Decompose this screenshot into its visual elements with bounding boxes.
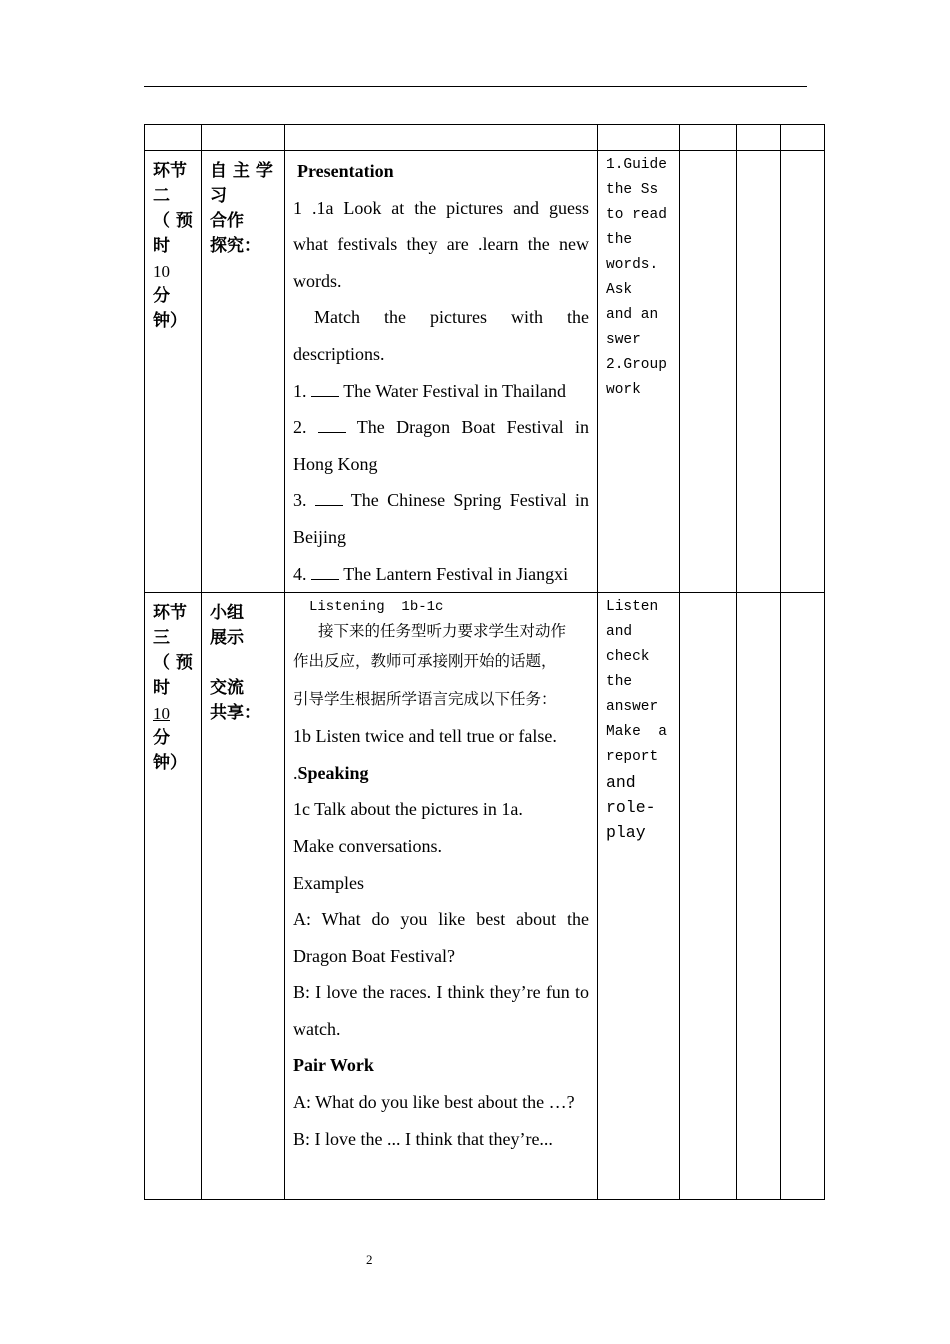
stage-line: 时 [153, 678, 170, 699]
section-title: Presentation [297, 161, 394, 181]
note-line: the Ss [606, 182, 659, 198]
empty-cell [680, 151, 737, 593]
example-line: A: What do you like best about the Dragon Boat Festival? [293, 909, 589, 966]
method-line: 习 [210, 186, 227, 206]
method-cell [202, 151, 285, 593]
stage-line: （ 预 [153, 653, 193, 674]
stage-line: 10 [153, 704, 170, 724]
method-line: 探究： [210, 236, 261, 256]
empty-cell [680, 593, 737, 1200]
empty-cell [145, 125, 202, 151]
note-line: the [606, 232, 633, 248]
answer-blank [311, 396, 339, 397]
answer-blank [311, 579, 339, 580]
examples-heading: Examples [293, 872, 364, 893]
table-row-stage-3 [145, 593, 825, 1200]
example-line: B: I love the races. I think they’re fun to watch. [293, 982, 589, 1039]
note-line: and [606, 624, 633, 641]
empty-cell [781, 125, 825, 151]
note-line: answer [606, 699, 659, 716]
pair-work-line: B: I love the ... I think that they’re... [293, 1128, 553, 1149]
stage-line: 时 [153, 236, 170, 256]
method-line: 自 主 学 [210, 161, 273, 181]
empty-cell [737, 125, 781, 151]
method-line: 交流 [210, 678, 244, 699]
table-row-stage-2 [145, 151, 825, 593]
empty-cell [781, 593, 825, 1200]
note-line: Ask [606, 282, 633, 298]
stage-cell [145, 593, 202, 1200]
festival-item: 4. The Lantern Festival in Jiangxi [293, 563, 569, 584]
note-line: role- [606, 798, 656, 818]
stage-cell [145, 151, 202, 593]
note-line: play [606, 823, 646, 843]
empty-cell [285, 125, 598, 151]
listening-heading: Listening 1b-1c [309, 599, 444, 616]
page-number: 2 [366, 1252, 373, 1267]
task-1c: 1c Talk about the pictures in 1a. [293, 799, 523, 820]
note-line: the [606, 674, 633, 691]
note-line: and [606, 773, 636, 793]
stage-line: 二 [153, 186, 170, 206]
empty-cell [737, 151, 781, 593]
answer-blank [318, 432, 346, 433]
festival-item: 3. The Chinese Spring Festival in Beijing [293, 490, 589, 547]
note-line: to read [606, 207, 667, 223]
festival-item: 1. The Water Festival in Thailand [293, 380, 567, 401]
stage-line: 三 [153, 628, 170, 649]
stage-line: 10 [153, 262, 170, 281]
content-cell [285, 151, 598, 593]
make-conversations: Make conversations. [293, 835, 442, 856]
note-line: 1.Guide [606, 157, 667, 173]
content-cell [285, 593, 598, 1200]
empty-cell [202, 125, 285, 151]
stage-line: 环节 [153, 161, 187, 181]
stage-line: 钟） [153, 753, 187, 774]
table-header-row [145, 125, 825, 151]
method-line: 共享： [210, 703, 261, 724]
empty-cell [680, 125, 737, 151]
method-line: 小组 [210, 603, 244, 624]
note-line: Make a [606, 724, 667, 741]
festival-item: 2. The Dragon Boat Festival in Hong Kong [293, 417, 589, 474]
chinese-intro: 接下来的任务型听力要求学生对动作 [318, 622, 567, 641]
note-line: 2.Group [606, 357, 667, 373]
chinese-intro: 引导学生根据所学语言完成以下任务： [293, 689, 557, 708]
empty-cell [737, 593, 781, 1200]
note-line: report [606, 749, 659, 766]
method-line: 合作 [210, 211, 244, 231]
method-line [210, 651, 280, 676]
stage-line: 分 [153, 728, 170, 749]
note-line: check [606, 649, 650, 666]
stage-line: 钟） [153, 311, 187, 331]
lesson-plan-table [144, 124, 825, 1200]
method-cell [202, 593, 285, 1200]
method-line: 展示 [210, 628, 244, 649]
notes-cell [598, 593, 680, 1200]
match-instruction: Match the pictures with the descriptions. [293, 307, 589, 364]
empty-cell [781, 151, 825, 593]
note-line: work [606, 382, 641, 398]
speaking-heading: .Speaking [293, 762, 369, 783]
pair-work-heading: Pair Work [293, 1055, 374, 1076]
chinese-intro: 作出反应，教师可承接刚开始的话题， [293, 652, 557, 671]
stage-line: 环节 [153, 603, 187, 624]
task-1a: 1 .1a Look at the pictures and guess what festivals they are .learn the new words. [293, 197, 589, 291]
task-1b: 1b Listen twice and tell true or false. [293, 726, 557, 747]
pair-work-line: A: What do you like best about the …? [293, 1092, 575, 1113]
note-line: and an [606, 307, 659, 323]
answer-blank [315, 505, 343, 506]
note-line: swer [606, 332, 641, 348]
stage-line: 分 [153, 286, 170, 306]
header-rule [144, 86, 807, 87]
empty-cell [598, 125, 680, 151]
note-line: Listen [606, 599, 659, 616]
note-line: words. [606, 257, 659, 273]
notes-cell [598, 151, 680, 593]
stage-line: （ 预 [153, 211, 193, 231]
